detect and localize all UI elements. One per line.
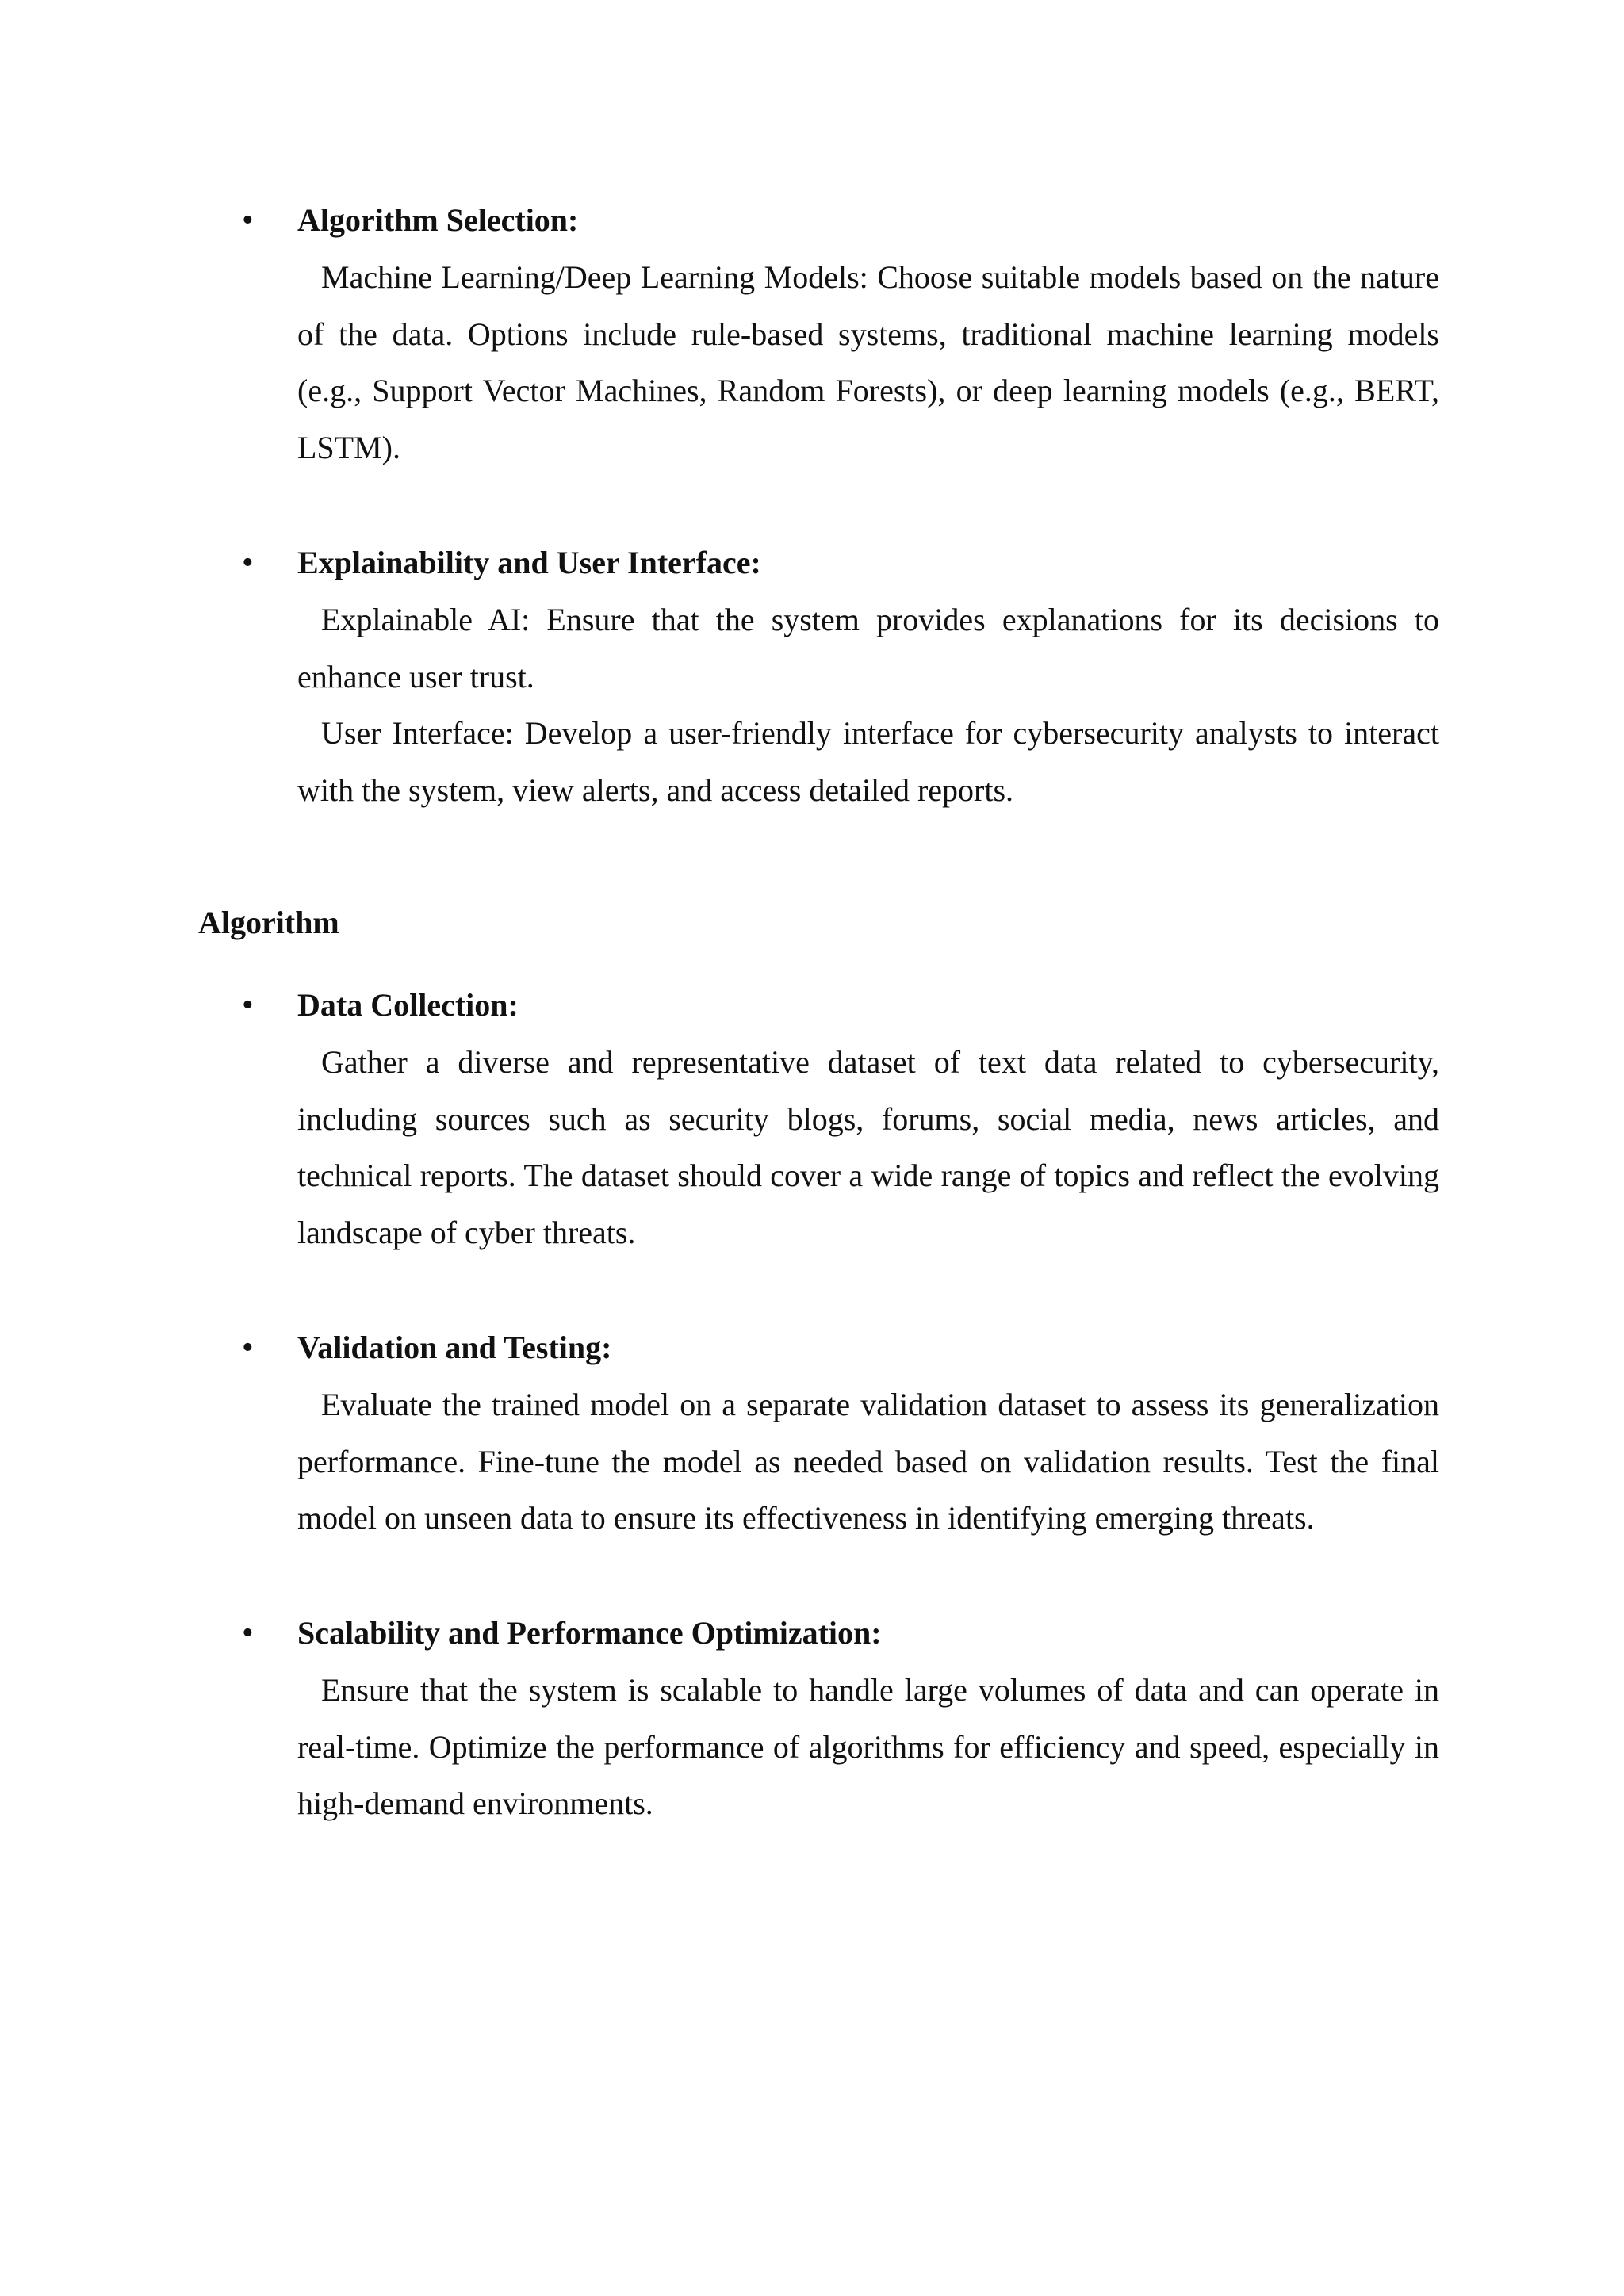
section-heading-algorithm: Algorithm xyxy=(198,905,339,940)
paragraph-user-interface: User Interface: Develop a user-friendly interface for cybersecurity analysts to interact with the system, view alerts, and access detailed reports. xyxy=(297,715,1439,808)
paragraph-explainable-ai: Explainable AI: Ensure that the system provides explanations for its decisions to enhance user trust. xyxy=(297,602,1439,695)
paragraph-validation-testing: Evaluate the trained model on a separate validation dataset to assess its generalization performance. Fine-tune the model as needed based on validation results. Test the final model on unseen data to ensure its effectiveness in identifying emerging threats. xyxy=(297,1387,1439,1536)
item-title-explainability: Explainability and User Interface: xyxy=(297,545,761,580)
item-title-algorithm-selection: Algorithm Selection: xyxy=(297,202,579,238)
paragraph-scalability: Ensure that the system is scalable to handle large volumes of data and can operate in real-time. Optimize the performance of algorithms for efficiency and speed, especially in high-demand environments. xyxy=(297,1672,1439,1821)
item-title-validation-testing: Validation and Testing: xyxy=(297,1330,612,1365)
item-body-validation-testing xyxy=(242,1376,1439,1547)
bullet-icon: • xyxy=(242,987,254,1024)
bullet-icon: • xyxy=(242,545,254,581)
item-body-scalability xyxy=(242,1662,1439,1832)
bullet-icon: • xyxy=(242,1615,254,1651)
bullet-icon: • xyxy=(242,1330,254,1366)
item-body-explainability xyxy=(242,591,1439,818)
bullet-icon: • xyxy=(242,202,254,239)
item-body-data-collection xyxy=(242,1034,1439,1261)
item-body-algorithm-selection xyxy=(242,249,1439,476)
item-title-scalability: Scalability and Performance Optimization: xyxy=(297,1615,882,1651)
item-title-data-collection: Data Collection: xyxy=(297,987,519,1023)
paragraph-data-collection: Gather a diverse and representative dataset of text data related to cybersecurity, including sources such as security blogs, forums, social media, news articles, and technical reports. The dataset should cover a wide range of topics and reflect the evolving landscape of cyber threats. xyxy=(297,1044,1439,1250)
paragraph-ml-models: Machine Learning/Deep Learning Models: Choose suitable models based on the nature of the data. Options include rule-based systems, traditional machine learning models (e.g., Support Vector Machines, Random Forests), or deep learning models (e.g., BERT, LSTM). xyxy=(297,259,1439,465)
